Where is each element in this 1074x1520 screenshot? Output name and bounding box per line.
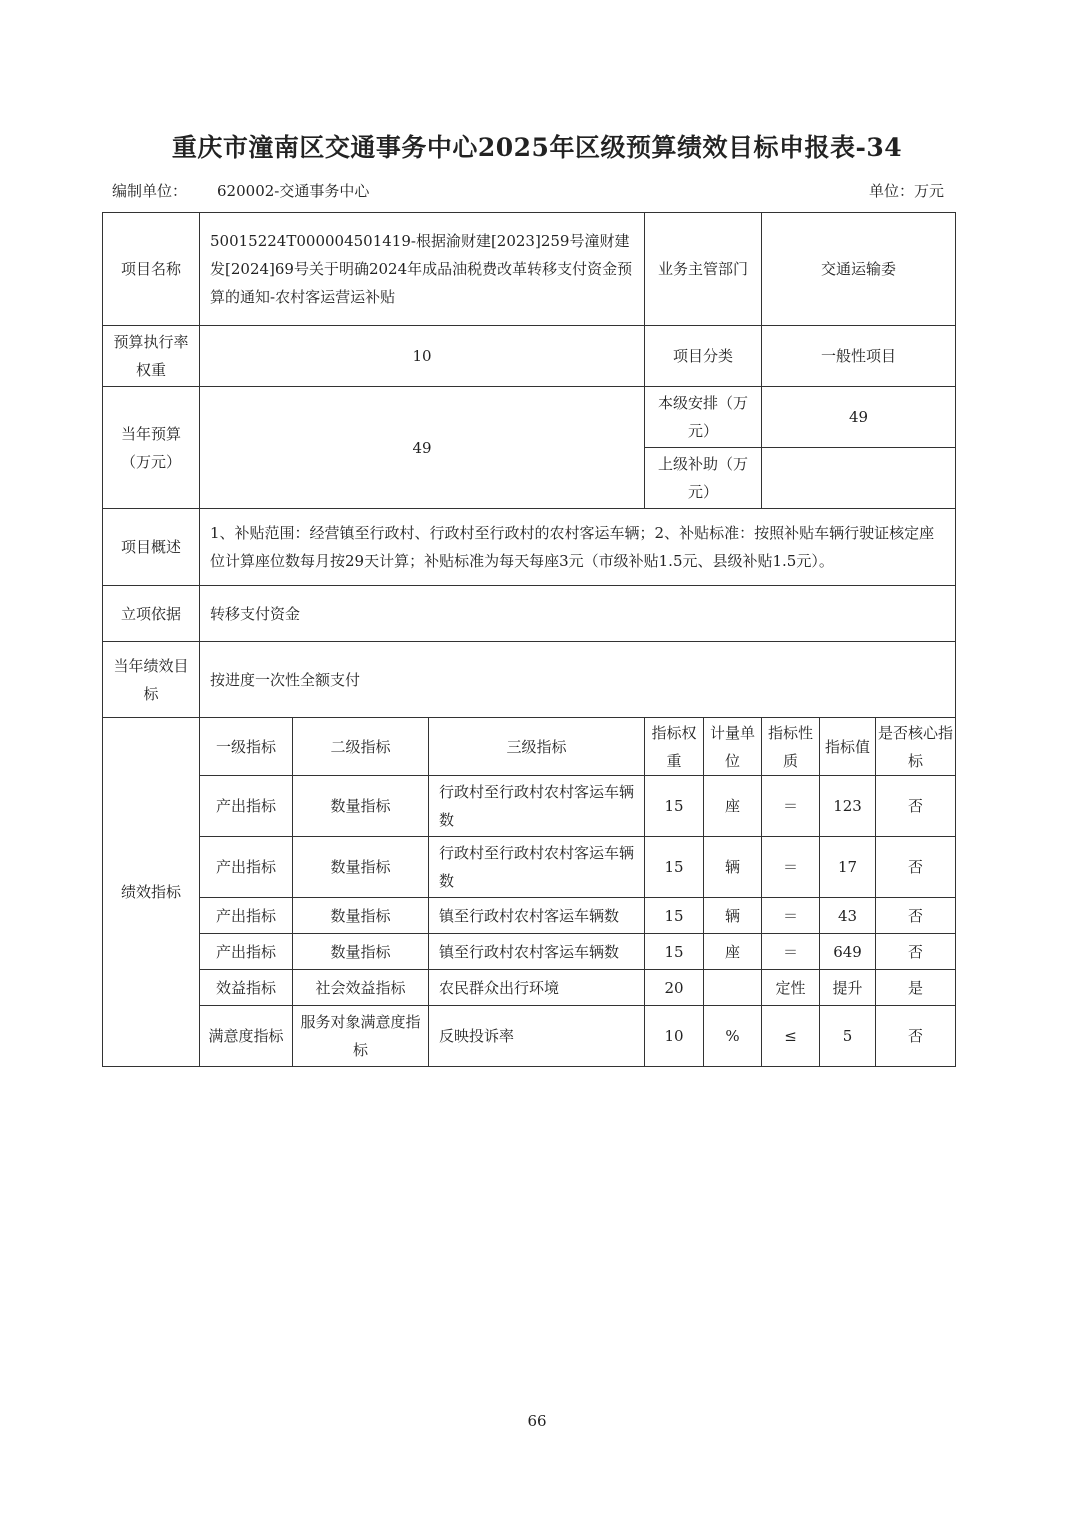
budget-label: 当年预算（万元） — [103, 387, 200, 509]
row-core: 否 — [876, 898, 956, 934]
dept-value: 交通运输委 — [762, 213, 956, 326]
row-level2: 数量指标 — [293, 898, 429, 934]
currency-unit: 单位：万元 — [868, 182, 944, 200]
row-unit: 座 — [704, 776, 762, 837]
row-unit: 辆 — [704, 898, 762, 934]
page-title: 重庆市潼南区交通事务中心2025年区级预算绩效目标申报表-34 — [171, 133, 903, 162]
row-value: 649 — [820, 934, 876, 970]
row-value: 提升 — [820, 970, 876, 1006]
local-value: 49 — [762, 387, 956, 448]
exec-weight-label: 预算执行率权重 — [103, 326, 200, 387]
compiling-unit-value: 620002-交通事务中心 — [217, 182, 370, 200]
project-name-label: 项目名称 — [103, 213, 200, 326]
row-value: 17 — [820, 837, 876, 898]
exec-weight-value: 10 — [200, 326, 645, 387]
compiling-unit — [112, 180, 369, 201]
header-level2: 二级指标 — [293, 718, 429, 776]
header-weight: 指标权重 — [645, 718, 704, 776]
table-row — [103, 776, 956, 837]
indicators-section-label: 绩效指标 — [103, 718, 200, 1067]
row-value: 5 — [820, 1006, 876, 1067]
row-level3: 镇至行政村农村客运车辆数 — [429, 934, 645, 970]
header-nature: 指标性质 — [762, 718, 820, 776]
upper-label: 上级补助（万元） — [645, 448, 762, 509]
goal-label: 当年绩效目标 — [103, 642, 200, 718]
row-level2: 社会效益指标 — [293, 970, 429, 1006]
header-level3: 三级指标 — [429, 718, 645, 776]
table-row — [103, 934, 956, 970]
row-level3: 行政村至行政村农村客运车辆数 — [429, 837, 645, 898]
header-core: 是否核心指标 — [876, 718, 956, 776]
row-level1: 产出指标 — [200, 898, 293, 934]
row-level3: 行政村至行政村农村客运车辆数 — [429, 776, 645, 837]
basis-value: 转移支付资金 — [200, 586, 956, 642]
row-core: 否 — [876, 934, 956, 970]
row-level3: 农民群众出行环境 — [429, 970, 645, 1006]
row-unit: 座 — [704, 934, 762, 970]
row-weight: 15 — [645, 898, 704, 934]
category-label: 项目分类 — [645, 326, 762, 387]
row-level1: 效益指标 — [200, 970, 293, 1006]
row-weight: 15 — [645, 934, 704, 970]
row-level3: 镇至行政村农村客运车辆数 — [429, 898, 645, 934]
header-unit: 计量单位 — [704, 718, 762, 776]
upper-value — [762, 448, 956, 509]
row-value: 43 — [820, 898, 876, 934]
row-level1: 产出指标 — [200, 776, 293, 837]
header-value: 指标值 — [820, 718, 876, 776]
overview-value: 1、补贴范围：经营镇至行政村、行政村至行政村的农村客运车辆；2、补贴标准：按照补贴车辆行驶证核定座位计算座位数每月按29天计算；补贴标准为每天每座3元（市级补贴1.5元、县级补贴1.5元）。 — [200, 509, 956, 586]
row-level3: 反映投诉率 — [429, 1006, 645, 1067]
overview-label: 项目概述 — [103, 509, 200, 586]
row-value: 123 — [820, 776, 876, 837]
compiling-unit-label: 编制单位： — [112, 182, 188, 200]
local-label: 本级安排（万元） — [645, 387, 762, 448]
row-nature: ＝ — [762, 898, 820, 934]
table-row — [103, 837, 956, 898]
row-level2: 服务对象满意度指标 — [293, 1006, 429, 1067]
table-row — [103, 1006, 956, 1067]
row-unit: % — [704, 1006, 762, 1067]
project-name: 50015224T000004501419-根据渝财建[2023]259号潼财建发[2024]69号关于明确2024年成品油税费改革转移支付资金预算的通知-农村客运营运补贴 — [200, 213, 645, 326]
row-nature: ＝ — [762, 776, 820, 837]
row-weight: 15 — [645, 776, 704, 837]
row-level1: 产出指标 — [200, 934, 293, 970]
basis-label: 立项依据 — [103, 586, 200, 642]
row-weight: 15 — [645, 837, 704, 898]
row-nature: ＝ — [762, 837, 820, 898]
row-core: 否 — [876, 837, 956, 898]
row-weight: 20 — [645, 970, 704, 1006]
row-level2: 数量指标 — [293, 776, 429, 837]
goal-value: 按进度一次性全额支付 — [200, 642, 956, 718]
budget-value: 49 — [200, 387, 645, 509]
row-level2: 数量指标 — [293, 934, 429, 970]
category-value: 一般性项目 — [762, 326, 956, 387]
row-core: 否 — [876, 1006, 956, 1067]
row-nature: 定性 — [762, 970, 820, 1006]
row-unit — [704, 970, 762, 1006]
page-number: 66 — [527, 1412, 547, 1430]
table-row — [103, 898, 956, 934]
row-unit: 辆 — [704, 837, 762, 898]
row-level1: 满意度指标 — [200, 1006, 293, 1067]
row-level1: 产出指标 — [200, 837, 293, 898]
row-nature: ＝ — [762, 934, 820, 970]
table-row — [103, 970, 956, 1006]
dept-label: 业务主管部门 — [645, 213, 762, 326]
budget-performance-table — [102, 212, 956, 1067]
row-nature: ≤ — [762, 1006, 820, 1067]
row-weight: 10 — [645, 1006, 704, 1067]
row-level2: 数量指标 — [293, 837, 429, 898]
row-core: 是 — [876, 970, 956, 1006]
row-core: 否 — [876, 776, 956, 837]
header-level1: 一级指标 — [200, 718, 293, 776]
